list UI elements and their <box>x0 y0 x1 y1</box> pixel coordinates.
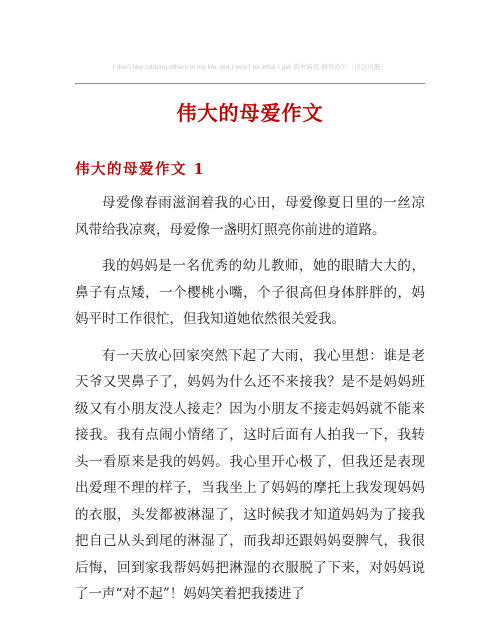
paragraph-3: 有一天放心回家突然下起了大雨，我心里想：谁是老天爷又哭鼻子了，妈妈为什么还不来接我？是不是妈妈班级又有小朋友没人接走？因为小朋友不接走妈妈就不能来接我。我有点闹小情绪了，这时后面有人拍我一下，我转头一看原来是我的妈妈。我心里开心极了，但我还是表现出爱理不理的样子，当我坐上了妈妈的摩托上我发现妈妈的衣服，头发都被淋湿了，这时候我才知道妈妈为了接我把自己从头到尾的淋湿了，而我却还跟妈妈耍脾气，我很后悔，回到家我帮妈妈把淋湿的衣服脱了下来，对妈妈说了一声“对不起”！妈妈笑着把我搂进了 <box>75 347 425 602</box>
section-heading: 伟大的母爱作文 1 <box>75 161 206 178</box>
document-title: 伟大的母爱作文 <box>176 101 324 125</box>
paragraph-1: 母爱像春雨滋润着我的心田，母爱像夏日里的一丝凉风带给我凉爽，母爱像一盏明灯照亮你前进的道路。 <box>75 195 425 238</box>
paragraph-2: 我的妈妈是一名优秀的幼儿教师，她的眼睛大大的，鼻子有点矮，一个樱桃小嘴，个子很高但身体胖胖的，妈妈平时工作很忙，但我知道她依然很关爱我。 <box>75 258 425 327</box>
document-body <box>75 190 425 618</box>
page-header-text: I don't like robbing others in my life, but I won't let what I get 简单易用 精华办公（可以可删） <box>112 64 388 71</box>
header-divider <box>75 83 425 84</box>
